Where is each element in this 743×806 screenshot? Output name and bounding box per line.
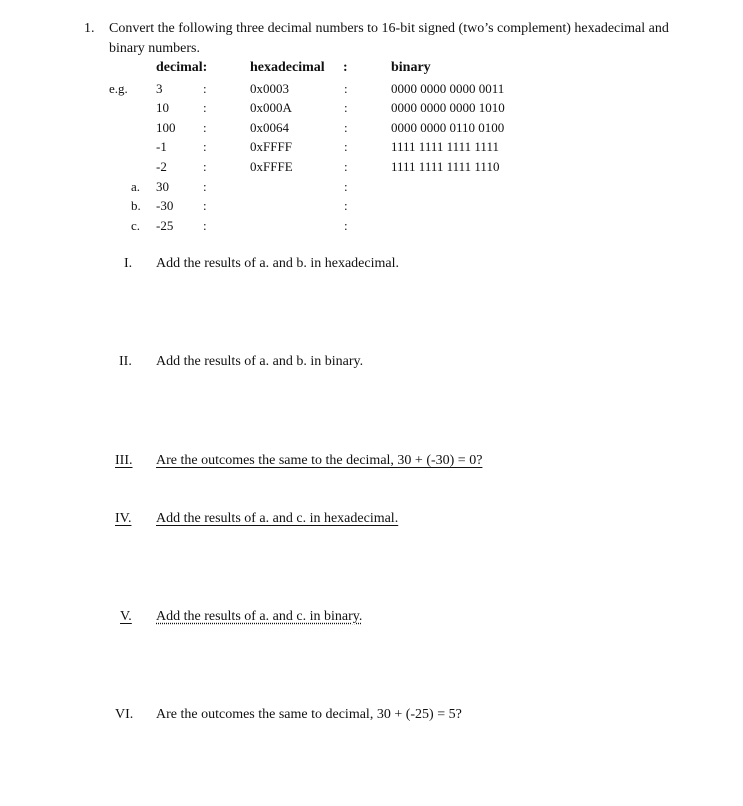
cell-sep1: : — [203, 120, 207, 135]
cell-sep2: : — [344, 120, 348, 135]
subquestion-numeral: III. — [115, 453, 133, 468]
row-label: b. — [131, 198, 141, 213]
cell-decimal: -25 — [156, 218, 174, 233]
cell-sep2: : — [344, 81, 348, 96]
cell-sep1: : — [203, 100, 207, 115]
cell-sep1: : — [203, 159, 207, 174]
cell-hex: 0xFFFF — [250, 139, 292, 154]
subquestion-text: Are the outcomes the same to the decimal, 30 + (-30) = 0? — [156, 453, 483, 468]
cell-binary: 0000 0000 0110 0100 — [391, 120, 505, 135]
cell-sep2: : — [344, 100, 348, 115]
cell-sep1: : — [203, 139, 207, 154]
header-colon: : — [343, 60, 348, 75]
subquestion-numeral: I. — [124, 256, 133, 271]
question-text-line1: Convert the following three decimal numbers to 16-bit signed (two’s complement) hexadecimal and — [109, 21, 669, 36]
row-label: a. — [131, 179, 141, 194]
cell-sep2: : — [344, 139, 348, 154]
cell-decimal: 30 — [156, 179, 169, 194]
subquestion-text: Add the results of a. and b. in binary. — [156, 354, 364, 369]
cell-sep2: : — [344, 159, 348, 174]
cell-sep2: : — [344, 218, 348, 233]
header-binary: binary — [391, 60, 431, 75]
cell-hex: 0x0064 — [250, 120, 289, 135]
cell-binary: 1111 1111 1111 1110 — [391, 159, 500, 174]
subquestion-numeral: IV. — [115, 511, 132, 526]
cell-decimal: -2 — [156, 159, 167, 174]
cell-decimal: -30 — [156, 198, 174, 213]
subquestion-numeral: VI. — [115, 707, 134, 722]
subquestion-text: Add the results of a. and c. in binary. — [156, 609, 363, 624]
row-label: e.g. — [109, 81, 128, 96]
cell-hex: 0xFFFE — [250, 159, 293, 174]
cell-sep1: : — [203, 179, 207, 194]
question-text-line2: binary numbers. — [109, 41, 200, 56]
cell-sep2: : — [344, 179, 348, 194]
header-decimal: decimal: — [156, 60, 208, 75]
subquestion-numeral: V. — [120, 609, 132, 624]
cell-sep1: : — [203, 81, 207, 96]
cell-hex: 0x000A — [250, 100, 292, 115]
row-label: c. — [131, 218, 141, 233]
cell-sep1: : — [203, 198, 207, 213]
subquestion-text: Add the results of a. and c. in hexadecimal. — [156, 511, 399, 526]
cell-decimal: 3 — [156, 81, 163, 96]
cell-decimal: 100 — [156, 120, 176, 135]
question-number: 1. — [84, 21, 95, 36]
cell-sep1: : — [203, 218, 207, 233]
cell-binary: 0000 0000 0000 1010 — [391, 100, 505, 115]
cell-binary: 1111 1111 1111 1111 — [391, 139, 499, 154]
cell-binary: 0000 0000 0000 0011 — [391, 81, 505, 96]
cell-decimal: 10 — [156, 100, 169, 115]
subquestion-numeral: II. — [119, 354, 132, 369]
cell-sep2: : — [344, 198, 348, 213]
subquestion-text: Are the outcomes the same to decimal, 30 + (-25) = 5? — [156, 707, 462, 722]
header-hexadecimal: hexadecimal — [250, 60, 325, 75]
cell-decimal: -1 — [156, 139, 167, 154]
subquestion-text: Add the results of a. and b. in hexadecimal. — [156, 256, 399, 271]
cell-hex: 0x0003 — [250, 81, 289, 96]
